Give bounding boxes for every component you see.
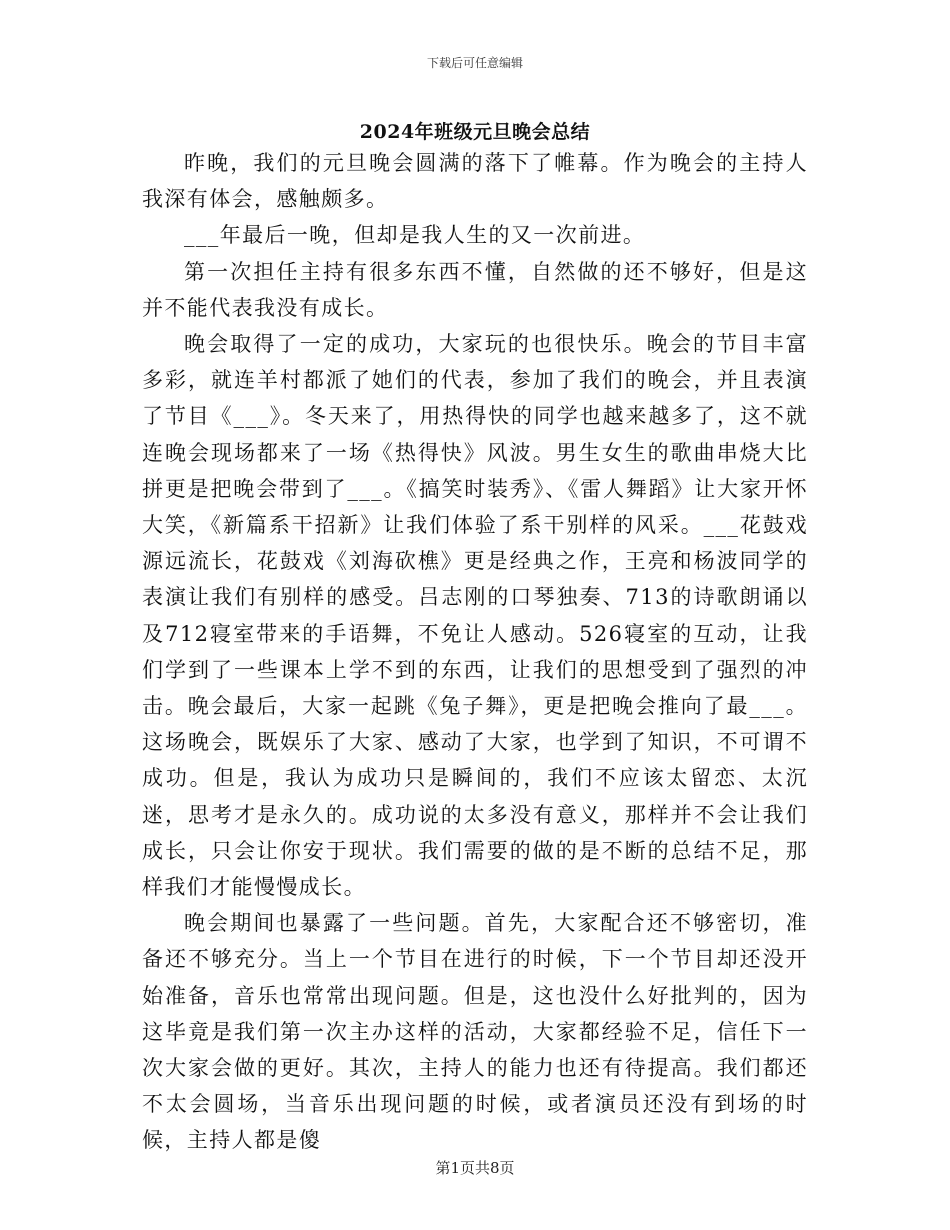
document-title: 2024年班级元旦晚会总结 <box>359 121 591 143</box>
paragraph: 晚会期间也暴露了一些问题。首先，大家配合还不够密切，准备还不够充分。当上一个节目在进行的时候，下一个节目却还没开始准备，音乐也常常出现问题。但是，这也没什么好批判的，因为这毕竟是我们第一次主办这样的活动，大家都经验不足，信任下一次大家会做的更好。其次，主持人的能力也还有待提高。我们都还不太会圆场，当音乐出现问题的时候，或者演员还没有到场的时候，主持人都是傻 <box>142 911 808 1153</box>
paragraph: 昨晚，我们的元旦晚会圆满的落下了帷幕。作为晚会的主持人我深有体会，感触颇多。 <box>142 151 808 212</box>
paragraph: 第一次担任主持有很多东西不懂，自然做的还不够好，但是这并不能代表我没有成长。 <box>142 259 808 320</box>
paragraph: 晚会取得了一定的成功，大家玩的也很快乐。晚会的节目丰富多彩，就连羊村都派了她们的代表，参加了我们的晚会，并且表演了节目《___》。冬天来了，用热得快的同学也越来越多了，这不就连晚会现场都来了一场《热得快》风波。男生女生的歌曲串烧大比拼更是把晚会带到了___。《搞笑时装秀》、《雷人舞蹈》让大家开怀大笑，《新篇系干招新》让我们体验了系干别样的风采。___花鼓戏源远流长，花鼓戏《刘海砍樵》更是经典之作，王亮和杨波同学的表演让我们有别样的感受。吕志刚的口琴独奏、713的诗歌朗诵以及712寝室带来的手语舞，不免让人感动。526寝室的互动，让我们学到了一些课本上学不到的东西，让我们的思想受到了强烈的冲击。晚会最后，大家一起跳《兔子舞》，更是把晚会推向了最___。这场晚会，既娱乐了大家、感动了大家，也学到了知识，不可谓不成功。但是，我认为成功只是瞬间的，我们不应该太留恋、太沉迷，思考才是永久的。成功说的太多没有意义，那样并不会让我们成长，只会让你安于现状。我们需要的做的是不断的总结不足，那样我们才能慢慢成长。 <box>142 332 808 900</box>
document-body <box>142 145 808 1159</box>
page-number-footer: 第1页共8页 <box>435 1159 515 1177</box>
page-header: 下载后可任意编辑 <box>426 56 523 70</box>
paragraph: ___年最后一晚，但却是我人生的又一次前进。 <box>184 223 646 248</box>
